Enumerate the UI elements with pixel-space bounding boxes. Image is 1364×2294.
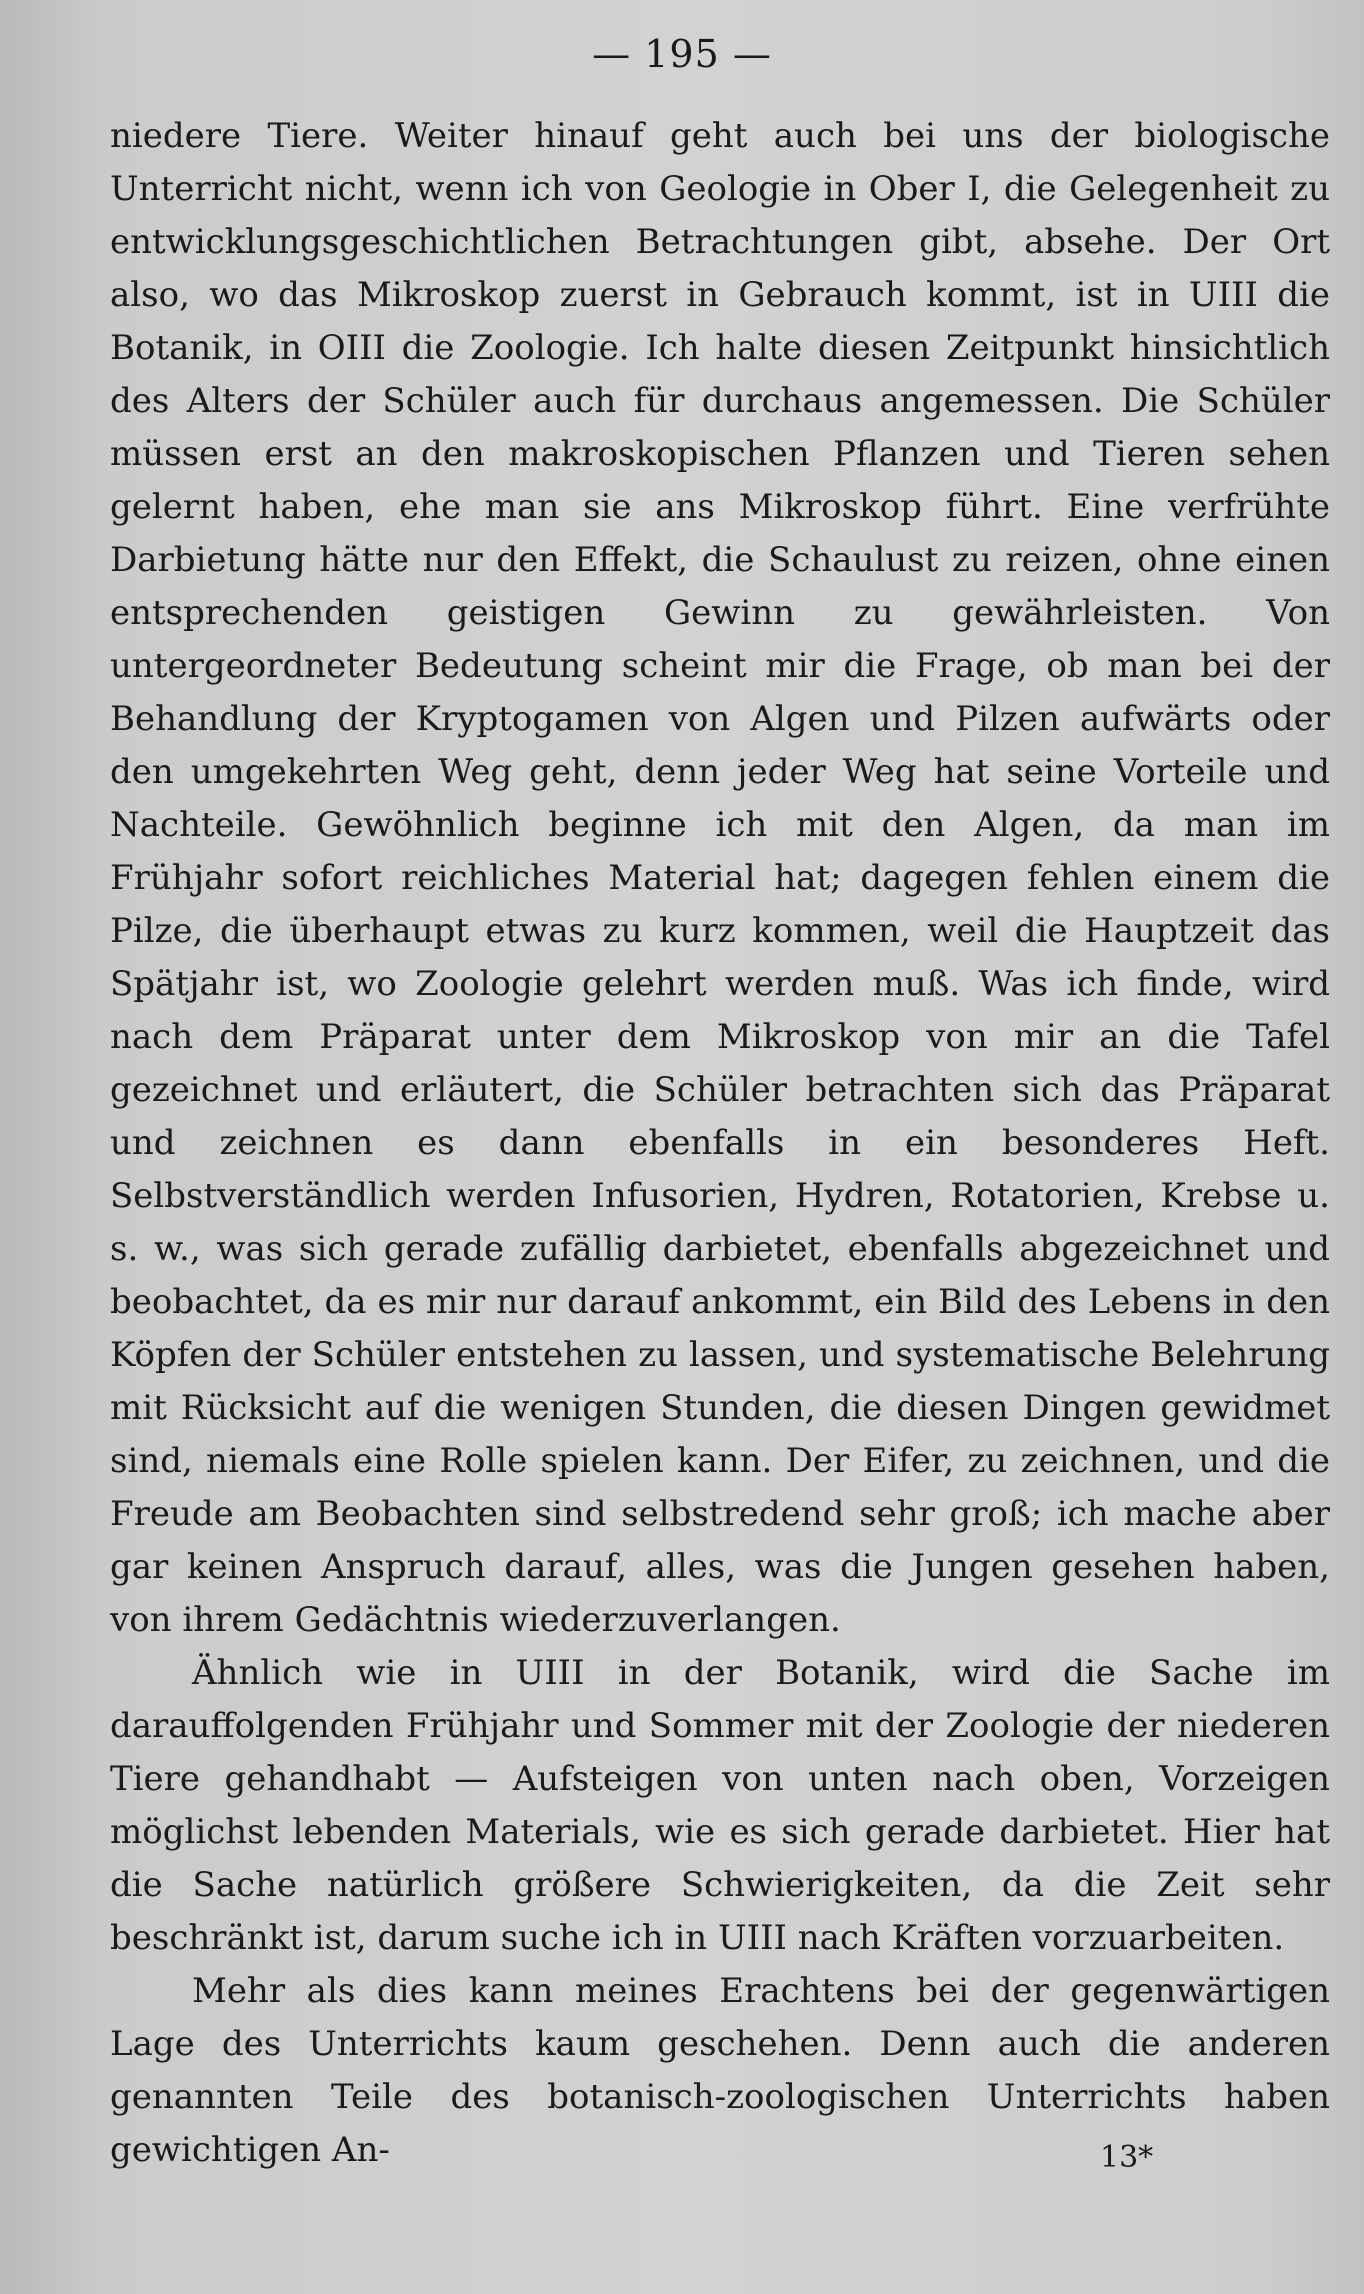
page-number: — 195 — (592, 32, 772, 76)
paragraph-3: Mehr als dies kann meines Erachtens bei der gegenwärtigen Lage des Unterrichts kaum geschehen. Denn auch die anderen genannten Teile des botanisch-zoologischen Unterrichts haben gewichtigen An- (110, 1971, 1330, 2170)
printer-signature: 13* (1100, 2140, 1154, 2175)
body-text (110, 110, 1330, 2177)
paragraph-2: Ähnlich wie in UIII in der Botanik, wird die Sache im darauffolgenden Frühjahr und Sommer mit der Zoologie der niederen Tiere gehandhabt — Aufsteigen von unten nach oben, Vorzeigen möglichst lebenden Materials, wie es sich gerade darbietet. Hier hat die Sache natürlich größere Schwierigkeiten, da die Zeit sehr beschränkt ist, darum suche ich in UIII nach Kräften vorzuarbeiten. (110, 1653, 1330, 1958)
paragraph-1: niedere Tiere. Weiter hinauf geht auch bei uns der biologische Unterricht nicht, wenn ich von Geologie in Ober I, die Gelegenheit zu entwicklungsgeschichtlichen Betrachtungen gibt, absehe. Der Ort also, wo das Mikroskop zuerst in Gebrauch kommt, ist in UIII die Botanik, in OIII die Zoologie. Ich halte diesen Zeitpunkt hinsichtlich des Alters der Schüler auch für durchaus angemessen. Die Schüler müssen erst an den makroskopischen Pflanzen und Tieren sehen gelernt haben, ehe man sie ans Mikroskop führt. Eine verfrühte Darbietung hätte nur den Effekt, die Schaulust zu reizen, ohne einen entsprechenden geistigen Gewinn zu gewährleisten. Von untergeordneter Bedeutung scheint mir die Frage, ob man bei der Behandlung der Kryptogamen von Algen und Pilzen aufwärts oder den umgekehrten Weg geht, denn jeder Weg hat seine Vorteile und Nachteile. Gewöhnlich beginne ich mit den Algen, da man im Frühjahr sofort reichliches Material hat; dagegen fehlen einem die Pilze, die überhaupt etwas zu kurz kommen, weil die Hauptzeit das Spätjahr ist, wo Zoologie gelehrt werden muß. Was ich finde, wird nach dem Präparat unter dem Mikroskop von mir an die Tafel gezeichnet und erläutert, die Schüler betrachten sich das Präparat und zeichnen es dann ebenfalls in ein besonderes Heft. Selbstverständlich werden Infusorien, Hydren, Rotatorien, Krebse u. s. w., was sich gerade zufällig darbietet, ebenfalls abgezeichnet und beobachtet, da es mir nur darauf ankommt, ein Bild des Lebens in den Köpfen der Schüler entstehen zu lassen, und systematische Belehrung mit Rücksicht auf die wenigen Stunden, die diesen Dingen gewidmet sind, niemals eine Rolle spielen kann. Der Eifer, zu zeichnen, und die Freude am Beobachten sind selbstredend sehr groß; ich mache aber gar keinen Anspruch darauf, alles, was die Jungen gesehen haben, von ihrem Gedächtnis wiederzuverlangen. (110, 116, 1330, 1640)
